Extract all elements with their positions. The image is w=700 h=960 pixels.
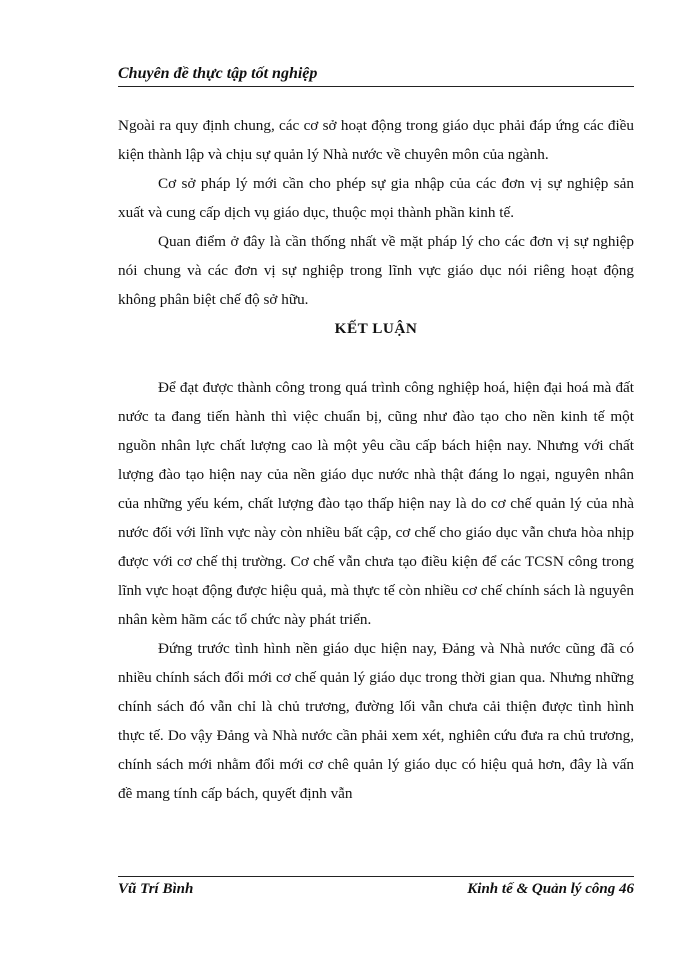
page-header [118,64,634,87]
footer-author: Vũ Trí Bình [118,881,194,897]
paragraph: Đứng trước tình hình nền giáo dục hiện nay, Đảng và Nhà nước cũng đã có nhiều chính sách đổi mới cơ chế quản lý giáo dục trong thời gian qua. Nhưng những chính sách đó vẫn chỉ là chủ trương, đường lối vẫn chưa cải thiện được tình hình thực tế. Do vậy Đảng và Nhà nước cần phải xem xét, nghiên cứu đưa ra chủ trương, chính sách mới nhằm đổi mới cơ chê quản lý giáo dục có hiệu quả hơn, đây là vấn đề mang tính cấp bách, quyết định vẫn [118,640,634,802]
document-body [118,111,634,808]
page-footer [118,876,634,899]
footer-course: Kinh tế & Quản lý công 46 [467,881,634,897]
paragraph: Quan điểm ở đây là cần thống nhất về mặt pháp lý cho các đơn vị sự nghiệp nói chung và các đơn vị sự nghiệp trong lĩnh vực giáo dục nói riêng hoạt động không phân biệt chế độ sở hữu. [118,233,634,308]
paragraph: Để đạt được thành công trong quá trình công nghiệp hoá, hiện đại hoá mà đất nước ta đang tiến hành thì việc chuẩn bị, cũng như đào tạo cho nền kinh tế một nguồn nhân lực chất lượng cao là một yêu cầu cấp bách hiện nay. Nhưng với chất lượng đào tạo hiện nay của nền giáo dục nước nhà thật đáng lo ngại, nguyên nhân của những yếu kém, chất lượng đào tạo thấp hiện nay là do cơ chế quản lý của nhà nước đối với lĩnh vực này còn nhiều bất cập, cơ chế cho giáo dục vẫn chưa hòa nhịp được với cơ chế thị trường. Cơ chế vẫn chưa tạo điều kiện để các TCSN công trong lĩnh vực hoạt động được hiệu quả, mà thực tế còn nhiều cơ chế chính sách là nguyên nhân kèm hãm các tổ chức này phát triển. [118,379,634,628]
conclusion-heading: KẾT LUẬN [334,320,418,337]
section-spacer [118,343,634,373]
paragraph: Cơ sở pháp lý mới cần cho phép sự gia nhập của các đơn vị sự nghiệp sản xuất và cung cấp dịch vụ giáo dục, thuộc mọi thành phần kinh tế. [118,175,634,221]
header-title: Chuyên đề thực tập tốt nghiệp [118,65,318,82]
paragraph: Ngoài ra quy định chung, các cơ sở hoạt động trong giáo dục phải đáp ứng các điều kiện thành lập và chịu sự quản lý Nhà nước về chuyên môn của ngành. [118,117,634,163]
